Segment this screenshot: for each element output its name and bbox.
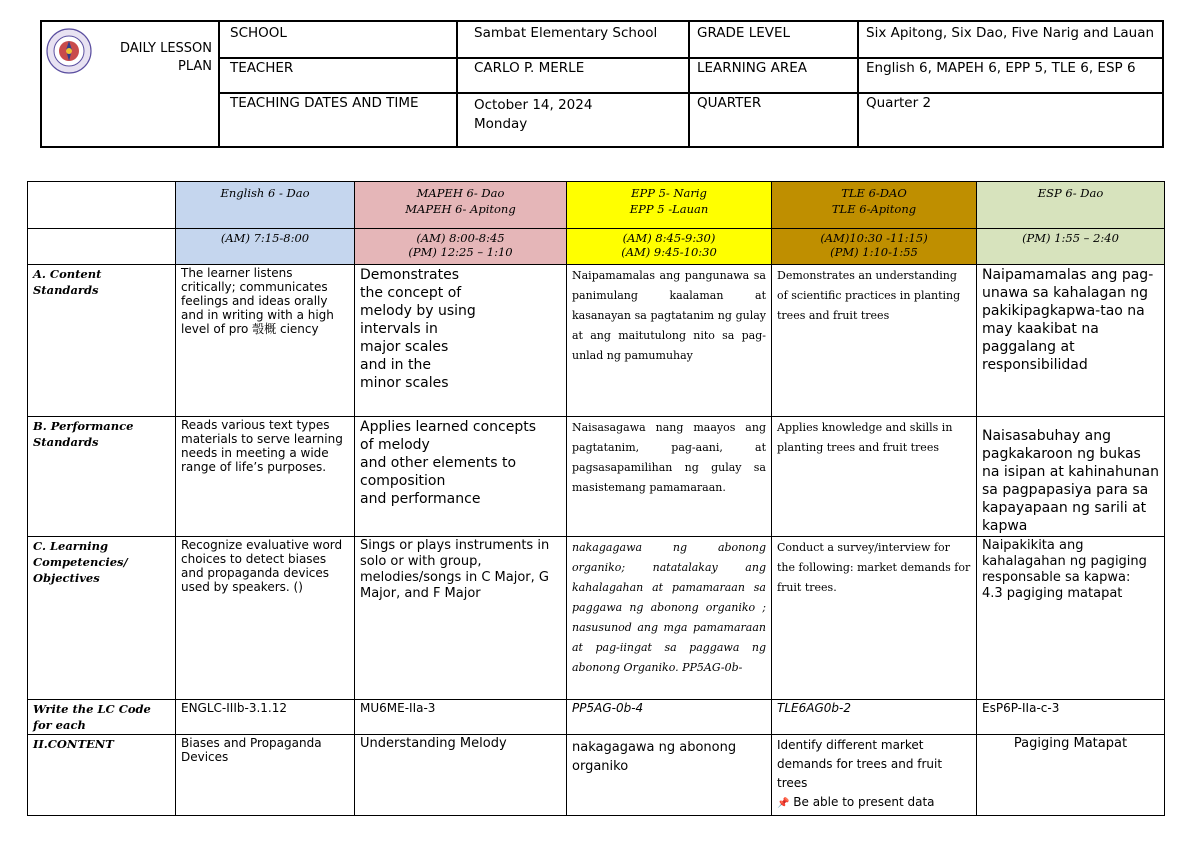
lc-code-epp: PP5AG-0b-4 xyxy=(567,700,772,735)
subject-name: MAPEH 6- Apitong xyxy=(405,202,516,216)
schedule-time: (PM) 1:10-1:55 xyxy=(830,245,918,259)
competency-mapeh: Sings or plays instruments in solo or with group, melodies/songs in C Major, G Major, and F Major xyxy=(355,537,567,700)
school-label: SCHOOL xyxy=(230,25,287,41)
divider xyxy=(688,22,690,146)
subject-name: TLE 6-Apitong xyxy=(831,202,917,216)
content-tle-text: Identify different market demands for trees and fruit trees xyxy=(777,738,943,790)
subject-cell-mapeh xyxy=(355,182,567,229)
schedule-time: (PM) 12:25 – 1:10 xyxy=(408,245,513,259)
row-label: II.CONTENT xyxy=(28,735,176,816)
performance-standard-tle: Applies knowledge and skills in planting trees and fruit trees xyxy=(772,417,977,537)
performance-standard-epp: Naisasagawa nang maayos ang pagtatanim, pag-aani, at pagsasapamilihan ng gulay sa masistemang pamamaraan. xyxy=(567,417,772,537)
subject-cell-esp xyxy=(977,182,1165,229)
content-epp: nakagagawa ng abonong organiko xyxy=(567,735,772,816)
schedule-time: (AM) 7:15-8:00 xyxy=(220,231,310,245)
content-esp: Pagiging Matapat xyxy=(977,735,1165,816)
subject-cell-epp xyxy=(567,182,772,229)
subject-cell-english xyxy=(176,182,355,229)
schedule-cell-esp xyxy=(977,229,1165,265)
row-label: A. Content Standards xyxy=(28,265,176,417)
lc-code-english: ENGLC-IIIb-3.1.12 xyxy=(176,700,355,735)
learning-area-value: English 6, MAPEH 6, EPP 5, TLE 6, ESP 6 xyxy=(866,60,1136,76)
performance-standard-esp: Naisasabuhay ang pagkakaroon ng bukas na isipan at kahinahunan sa pagpapasiya para sa kapayapaan ng sarili at kapwa xyxy=(977,417,1165,537)
content-tle xyxy=(772,735,977,816)
lc-code-mapeh: MU6ME-IIa-3 xyxy=(355,700,567,735)
performance-standard-mapeh: Applies learned concepts of melody and other elements to composition and performance xyxy=(355,417,567,537)
content-standard-epp: Naipamamalas ang pangunawa sa panimulang kaalaman at kasanayan sa pagtatanim ng gulay at ang maitutulong nito sa pag-unlad ng pamumuhay xyxy=(567,265,772,417)
schedule-time: (AM) 8:45-9:30) xyxy=(622,231,716,245)
content-standard-esp: Naipamamalas ang pag-unawa sa kahalagan ng pakikipagkapwa-tao na may kaakibat na paggalang at responsibilidad xyxy=(977,265,1165,417)
lc-code-row xyxy=(28,700,1165,735)
doc-title xyxy=(94,40,212,76)
content-tle-extra-text: Be able to present data xyxy=(789,795,935,809)
grade-level-label: GRADE LEVEL xyxy=(697,25,791,41)
teaching-day: Monday xyxy=(474,116,528,132)
row-label: B. Performance Standards xyxy=(28,417,176,537)
content-mapeh: Understanding Melody xyxy=(355,735,567,816)
subject-name: EPP 5 -Lauan xyxy=(629,202,709,216)
lesson-plan-header xyxy=(40,20,1164,148)
deped-seal-logo xyxy=(46,28,92,74)
subject-name: EPP 5- Narig xyxy=(631,186,707,200)
content-standard-tle: Demonstrates an understanding of scientific practices in planting trees and fruit trees xyxy=(772,265,977,417)
competency-tle: Conduct a survey/interview for the following: market demands for fruit trees. xyxy=(772,537,977,700)
divider xyxy=(220,57,1162,59)
subject-cell-tle xyxy=(772,182,977,229)
content-standard-english: The learner listens critically; communicates feelings and ideas orally and in writing with a high level of pro 彀概 ciency xyxy=(176,265,355,417)
schedule-cell-epp xyxy=(567,229,772,265)
teacher-label: TEACHER xyxy=(230,60,294,76)
competency-english: Recognize evaluative word choices to detect biases and propaganda devices used by speakers. () xyxy=(176,537,355,700)
doc-title-line2: PLAN xyxy=(178,59,212,74)
row-label: C. Learning Competencies/ Objectives xyxy=(28,537,176,700)
divider xyxy=(220,92,1162,94)
corner-cell xyxy=(28,182,176,229)
competency-esp: Naipakikita ang kahalagahan ng pagiging responsable sa kapwa: 4.3 pagiging matapat xyxy=(977,537,1165,700)
schedule-time: (PM) 1:55 – 2:40 xyxy=(1022,231,1119,245)
subject-name: TLE 6-DAO xyxy=(841,186,907,200)
schedule-row xyxy=(28,229,1165,265)
pin-icon: 📌 xyxy=(777,798,790,809)
schedule-cell-tle xyxy=(772,229,977,265)
school-value: Sambat Elementary School xyxy=(474,25,658,41)
corner-cell xyxy=(28,229,176,265)
learning-competencies-row xyxy=(28,537,1165,700)
teacher-value: CARLO P. MERLE xyxy=(474,60,585,76)
content-tle-extra xyxy=(777,793,971,813)
doc-title-line1: DAILY LESSON xyxy=(119,41,212,56)
divider xyxy=(218,22,220,146)
content-standard-mapeh: Demonstrates the concept of melody by using intervals in major scales and in the minor scales xyxy=(355,265,567,417)
subject-name: MAPEH 6- Dao xyxy=(416,186,505,200)
schedule-cell-english xyxy=(176,229,355,265)
lesson-plan-table xyxy=(27,181,1165,816)
quarter-label: QUARTER xyxy=(697,95,762,111)
lc-code-tle: TLE6AG0b-2 xyxy=(772,700,977,735)
schedule-time: (AM)10:30 -11:15) xyxy=(820,231,928,245)
content-standards-row xyxy=(28,265,1165,417)
learning-area-label: LEARNING AREA xyxy=(697,60,807,76)
teaching-dates-value xyxy=(474,96,679,134)
subject-name: ESP 6- Dao xyxy=(1037,186,1104,200)
schedule-time: (AM) 8:00-8:45 xyxy=(416,231,505,245)
subject-name: English 6 - Dao xyxy=(220,186,310,200)
content-row xyxy=(28,735,1165,816)
divider xyxy=(456,22,458,146)
performance-standards-row xyxy=(28,417,1165,537)
grade-level-value: Six Apitong, Six Dao, Five Narig and Lauan xyxy=(866,25,1155,41)
schedule-time: (AM) 9:45-10:30 xyxy=(621,245,717,259)
content-english: Biases and Propaganda Devices xyxy=(176,735,355,816)
divider xyxy=(857,22,859,146)
schedule-cell-mapeh xyxy=(355,229,567,265)
teaching-dates-label: TEACHING DATES AND TIME xyxy=(230,95,419,111)
performance-standard-english: Reads various text types materials to serve learning needs in meeting a wide range of life’s purposes. xyxy=(176,417,355,537)
competency-epp: nakagagawa ng abonong organiko; natatalakay ang kahalagahan at pamamaraan sa paggawa ng abonong organiko ; nasusunod ang mga pamamaraan at pag-iingat sa paggawa ng abonong Organiko. PP5AG-0b- xyxy=(567,537,772,700)
row-label: Write the LC Code for each xyxy=(28,700,176,735)
quarter-value: Quarter 2 xyxy=(866,95,932,111)
subject-header-row xyxy=(28,182,1165,229)
teaching-date: October 14, 2024 xyxy=(474,97,593,113)
lc-code-esp: EsP6P-IIa-c-3 xyxy=(977,700,1165,735)
